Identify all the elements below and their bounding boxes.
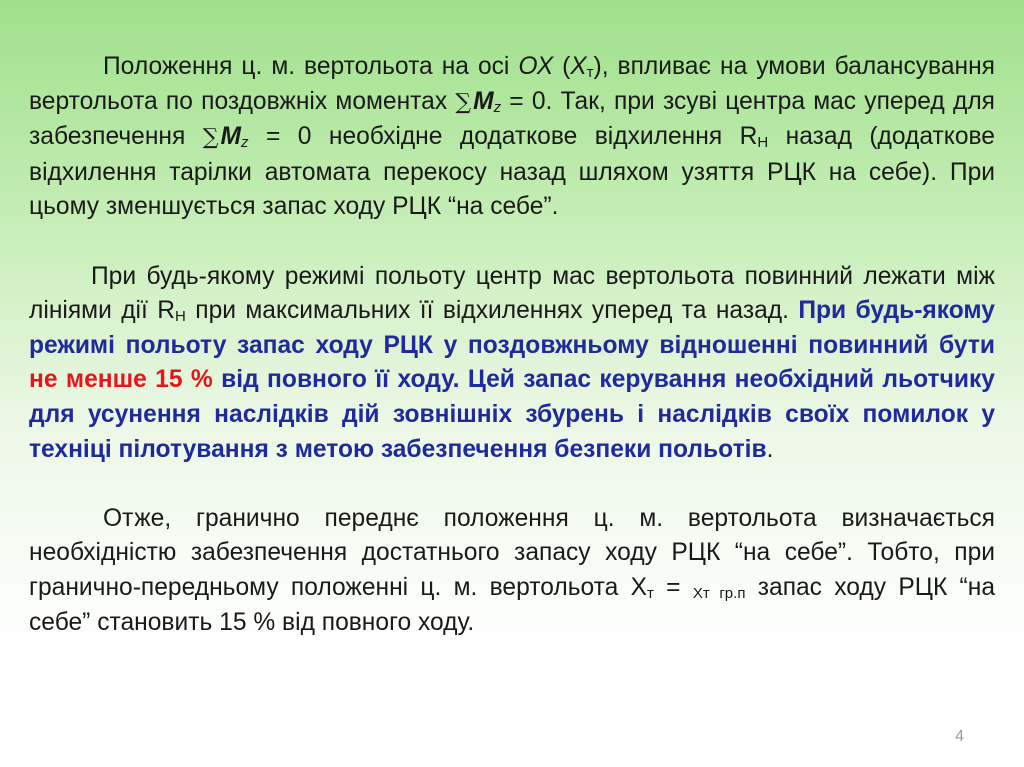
subscript-t: т [586, 64, 594, 81]
symbol-x: Х [570, 53, 587, 80]
subscript-t: т [647, 584, 654, 602]
subscript-z: z [493, 98, 502, 116]
symbol-m: M [220, 123, 241, 151]
text-run: назад (додаткове відхилення тарілки автомата перекосу назад шляхом узяття РЦК на себе). При цьому зменшується запас ходу РЦК “на себе”. [29, 123, 995, 221]
page-number: 4 [955, 728, 964, 745]
paragraph-forward-limit [29, 502, 995, 640]
slide-body [29, 50, 995, 640]
text-run: При будь-якому режимі польоту центр мас вертольота повинний лежати між лініями дії R [29, 262, 995, 325]
text-run: при максимальних її відхиленнях уперед та назад. [185, 297, 799, 325]
paragraph-cg-balance [29, 50, 995, 225]
highlight-red-text: не менше 15 % [29, 366, 213, 394]
sum-symbol: ∑ [455, 89, 472, 115]
text-run: = 0. Так, при зсуві центра мас уперед для забезпечення [29, 87, 996, 151]
text-run: ), впливає на умови балансування вертольота по поздовжніх моментах [29, 53, 995, 115]
subscript-z: z [241, 134, 249, 152]
subscript-h: H [757, 134, 769, 152]
axis-ox: ОХ [518, 53, 554, 80]
subscript-h: H [175, 308, 186, 326]
symbol-m: M [473, 87, 494, 115]
text-run: = 0 необхідне додаткове відхилення R [248, 123, 758, 151]
highlight-blue-text: При будь-якому режимі польоту запас ходу РЦК у поздовжньому відношенні повинний бути [29, 297, 995, 359]
subscript-limit: Хт гр.п [692, 584, 746, 602]
paragraph-stick-reserve [29, 260, 995, 468]
text-run: ( [553, 53, 571, 80]
text-run: запас ходу РЦК “на себе” становить 15 % від повного ходу. [29, 573, 996, 636]
text-run: . [766, 435, 774, 463]
text-run: = [653, 573, 693, 601]
text-run: Отже, гранично переднє положення ц. м. вертольота визначається необхідністю забезпечення достатнього запасу ходу РЦК “на себе”. Тобто, при гранично-передньому положенні ц. м. вертольота Х [29, 504, 995, 601]
text-run: Положення ц. м. вертольота на осі [103, 53, 519, 80]
sum-symbol: ∑ [202, 125, 219, 151]
highlight-blue-text: від повного її ходу. Цей запас керування необхідний льотчику для усунення наслідків дій зовнішніх збурень і наслідків своїх помилок у техніці пілотування з метою забезпечення безпеки польотів [29, 366, 995, 463]
